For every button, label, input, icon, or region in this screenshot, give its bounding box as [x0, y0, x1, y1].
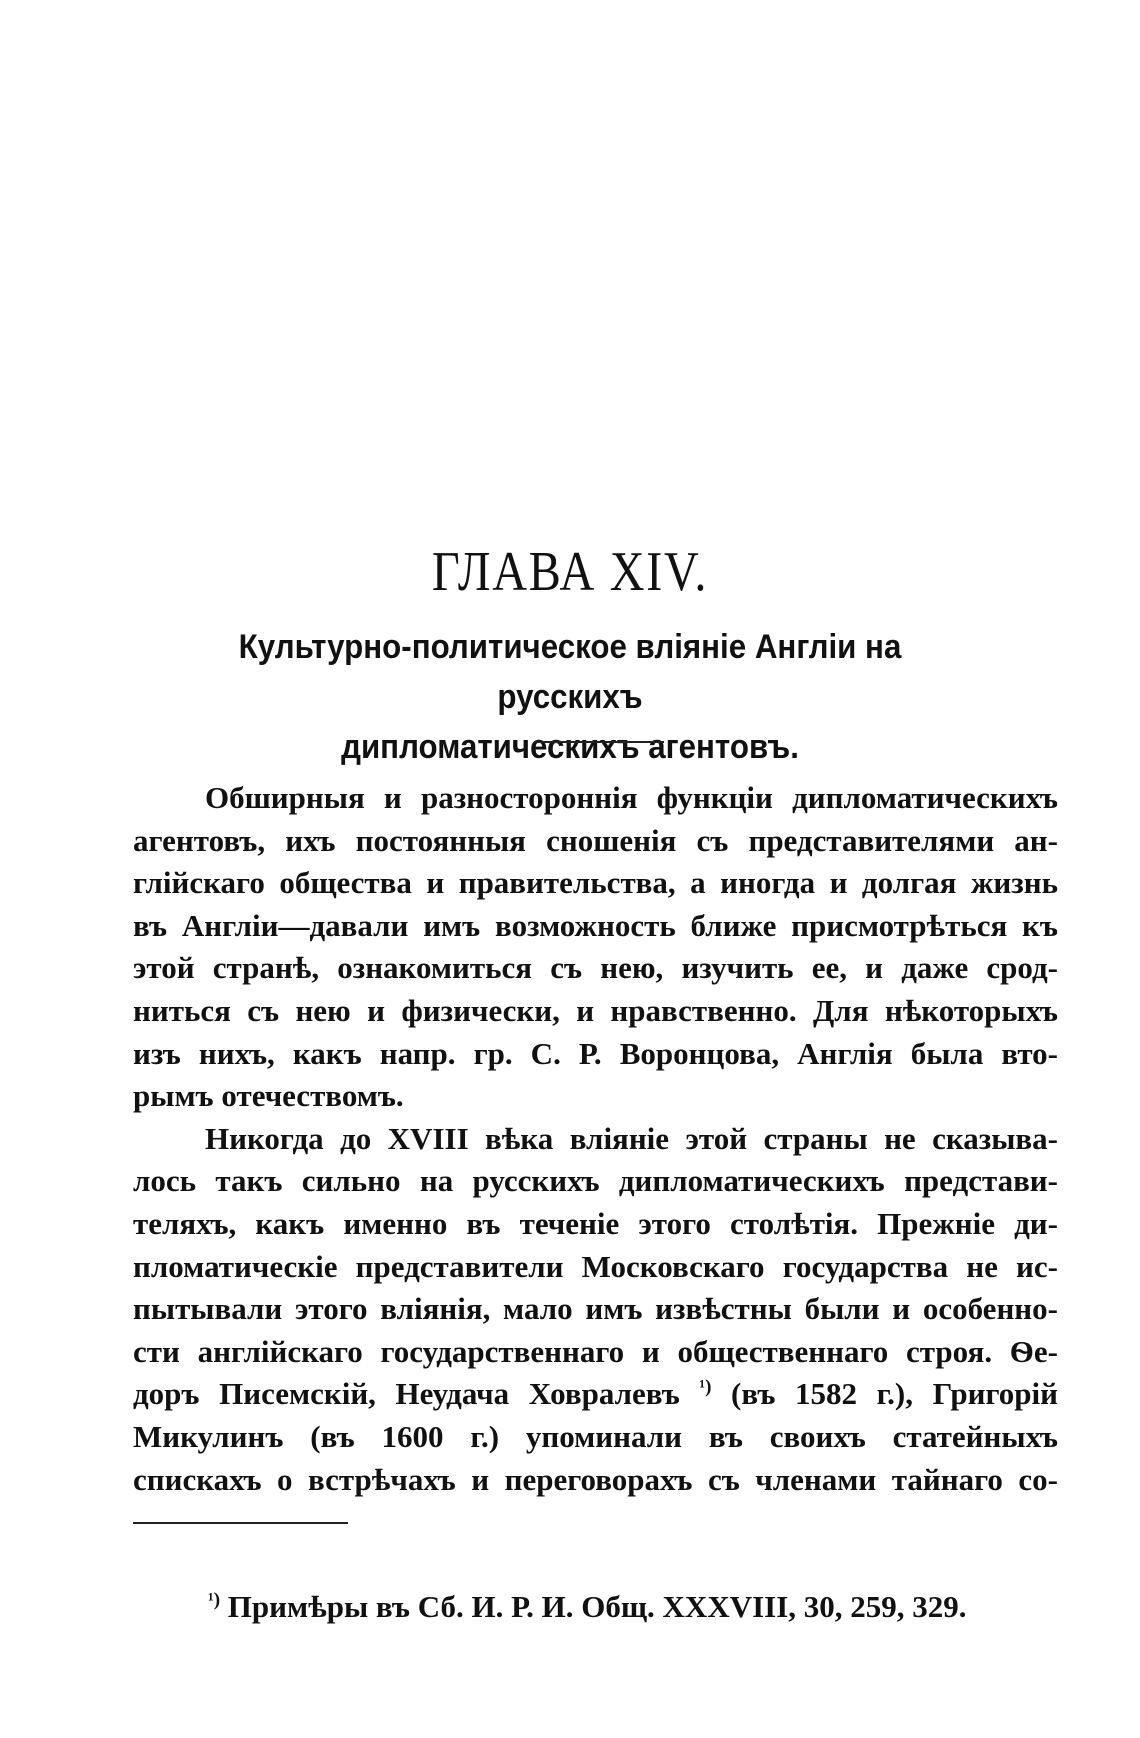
paragraph-1-line: въ Англіи—давали имъ возможность ближе присмотрѣться къ [133, 907, 1058, 943]
footnote-divider [133, 1522, 348, 1524]
paragraph-2-line: Никогда до XVIII вѣка вліяніе этой страны не сказыва- [205, 1120, 1058, 1156]
paragraph-2-line: пытывали этого вліянія, мало имъ извѣстны были и особенно- [133, 1291, 1058, 1327]
paragraph-2-line: пломатическіе представители Московскаго государства не ис- [133, 1248, 1058, 1284]
paragraph-1-line: агентовъ, ихъ постоянныя сношенія съ представителями ан- [133, 822, 1058, 858]
chapter-heading: ГЛАВА XIV. [431, 541, 709, 603]
paragraph-2-line: лось такъ сильно на русскихъ дипломатическихъ представи- [133, 1163, 1058, 1199]
paragraph-2-line-with-footnote [133, 1373, 1058, 1416]
paragraph-1-line: рымъ отечествомъ. [133, 1078, 404, 1114]
body-text [133, 777, 1058, 1501]
line-text-before-mark: доръ Писемскій, Неудача Ховралевъ [133, 1376, 700, 1412]
paragraph-1-line: изъ нихъ, какъ напр. гр. С. Р. Воронцова, Англія была вто- [133, 1035, 1058, 1071]
chapter-title [165, 622, 975, 772]
paragraph-1-line: ниться съ нею и физически, и нравственно. Для нѣкоторыхъ [133, 992, 1058, 1028]
footnote-mark: ¹) [208, 1589, 221, 1611]
paragraph-2-line: спискахъ о встрѣчахъ и переговорахъ съ членами тайнаго со- [133, 1461, 1058, 1497]
paragraph-2-line: сти англійскаго государственнаго и общественнаго строя. Ѳе- [133, 1333, 1058, 1369]
chapter-title-line-1: Культурно-политическое вліяніе Англіи на русскихъ [238, 628, 902, 716]
footnote-text: Примѣры въ Сб. И. Р. И. Общ. XXXVIII, 30, 259, 329. [227, 1589, 967, 1624]
footnote-reference-mark: ¹) [699, 1376, 712, 1398]
paragraph-1-line: этой странѣ, ознакомиться съ нею, изучить ее, и даже срод- [133, 950, 1058, 986]
title-divider [534, 741, 664, 743]
paragraph-1-line: Обширныя и разностороннія функціи дипломатическихъ [205, 780, 1058, 815]
paragraph-1-line: глійскаго общества и правительства, а иногда и долгая жизнь [133, 865, 1058, 901]
paragraph-2-line: Микулинъ (въ 1600 г.) упоминали въ своихъ статейныхъ [133, 1418, 1058, 1454]
chapter-title-line-2: дипломатическихъ агентовъ. [341, 728, 799, 766]
footnote [208, 1587, 967, 1627]
paragraph-2-line: теляхъ, какъ именно въ теченіе этого столѣтія. Прежніе ди- [133, 1205, 1058, 1241]
line-text-after-mark: (въ 1582 г.), Григорій [711, 1376, 1058, 1412]
